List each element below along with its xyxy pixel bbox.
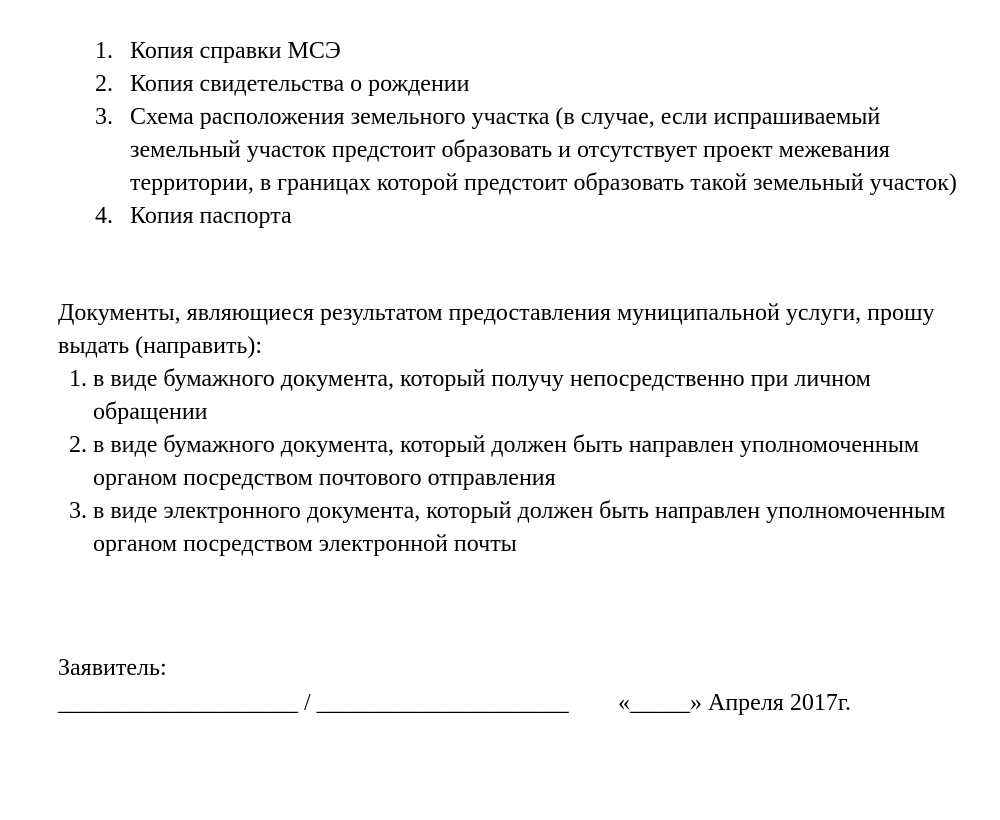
signature-blank: ____________________ [58, 690, 298, 716]
list-item [58, 495, 958, 561]
list-item-number: 3. [95, 104, 113, 130]
list-item-text: в виде бумажного документа, который должен быть направлен уполномоченным органом посредством почтового отправления [93, 432, 920, 491]
list-item-text: Схема расположения земельного участка (в случае, если испрашиваемый земельный участок предстоит образовать и отсутствует проект межевания территории, в границах которой предстоит образовать такой земельный участок) [130, 104, 957, 196]
list-item [58, 68, 958, 101]
list-item [58, 101, 958, 200]
date-field: «_____» Апреля 2017г. [618, 690, 851, 716]
list-item [58, 363, 958, 429]
list-item-text: в виде бумажного документа, который получу непосредственно при личном обращении [93, 366, 871, 425]
list-item-text: Копия свидетельства о рождении [130, 71, 470, 97]
list-item-number: 1. [95, 38, 113, 64]
list-item-number: 2. [69, 432, 87, 458]
list-item-number: 3. [69, 498, 87, 524]
fullname-blank: _____________________ [316, 690, 569, 716]
list-item [58, 429, 958, 495]
list-item-number: 1. [69, 366, 87, 392]
list-item [58, 200, 958, 233]
list-item-number: 4. [95, 203, 113, 229]
list-item-text: Копия справки МСЭ [130, 38, 341, 64]
list-item-number: 2. [95, 71, 113, 97]
list-item-text: в виде электронного документа, который должен быть направлен уполномоченным органом посредством электронной почты [93, 498, 946, 557]
delivery-options-list [58, 363, 958, 561]
signature-separator: / [304, 690, 311, 716]
list-item-text: Копия паспорта [130, 203, 292, 229]
delivery-intro-text: Документы, являющиеся результатом предоставления муниципальной услуги, прошу выдать (направить): [58, 300, 935, 359]
signature-row [58, 687, 958, 720]
attachments-list [58, 35, 958, 233]
applicant-label: Заявитель: [58, 655, 167, 681]
list-item [58, 35, 958, 68]
